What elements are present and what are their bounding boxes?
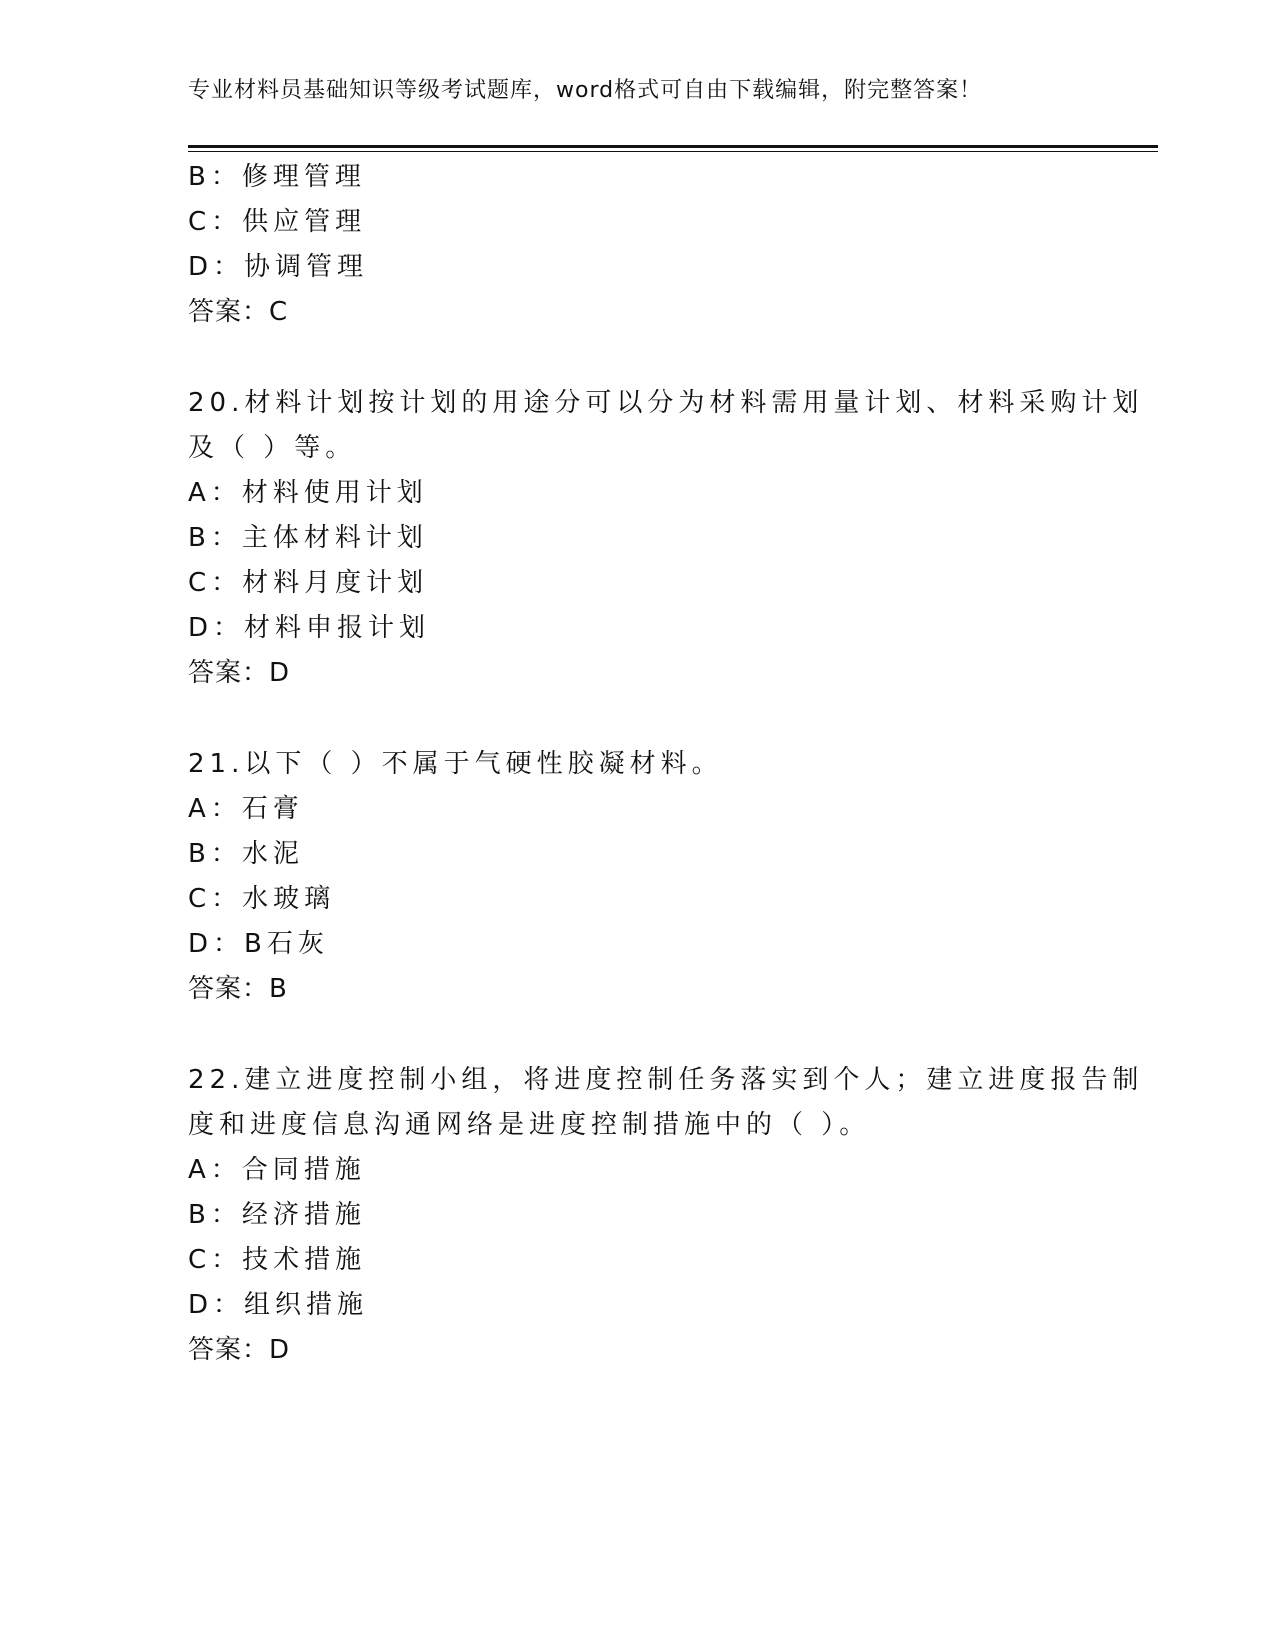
header-title: 专业材料员基础知识等级考试题库，word格式可自由下载编辑，附完整答案！ xyxy=(188,78,983,103)
question-stem-line: 度和进度信息沟通网络是进度控制措施中的（ ）。 xyxy=(188,1110,871,1140)
option-c: C：技术措施 xyxy=(188,1245,367,1275)
answer: 答案：D xyxy=(188,658,291,688)
option-b: B：经济措施 xyxy=(188,1200,366,1230)
answer: 答案：D xyxy=(188,1335,291,1365)
option-c: C：供应管理 xyxy=(188,207,367,237)
answer: 答案：B xyxy=(188,974,288,1004)
question-stem-line: 22.建立进度控制小组，将进度控制任务落实到个人；建立进度报告制 xyxy=(188,1065,1144,1095)
option-d: D：B石灰 xyxy=(188,929,329,959)
option-c: C：水玻璃 xyxy=(188,884,336,914)
option-b: B：水泥 xyxy=(188,839,304,869)
option-d: D：组织措施 xyxy=(188,1290,369,1320)
header-divider-thick xyxy=(188,145,1158,148)
question-stem-line: 20.材料计划按计划的用途分可以分为材料需用量计划、材料采购计划 xyxy=(188,388,1144,418)
option-d: D：材料申报计划 xyxy=(188,613,431,643)
question-stem-line: 及（ ）等。 xyxy=(188,433,357,463)
option-b: B：主体材料计划 xyxy=(188,523,428,553)
question-stem-line: 21.以下（ ）不属于气硬性胶凝材料。 xyxy=(188,749,723,779)
option-b: B：修理管理 xyxy=(188,162,366,192)
answer: 答案：C xyxy=(188,297,289,327)
option-a: A：合同措施 xyxy=(188,1155,366,1185)
option-a: A：石膏 xyxy=(188,794,304,824)
option-a: A：材料使用计划 xyxy=(188,478,428,508)
option-c: C：材料月度计划 xyxy=(188,568,429,598)
option-d: D：协调管理 xyxy=(188,252,369,282)
header-divider-thin xyxy=(188,151,1158,152)
